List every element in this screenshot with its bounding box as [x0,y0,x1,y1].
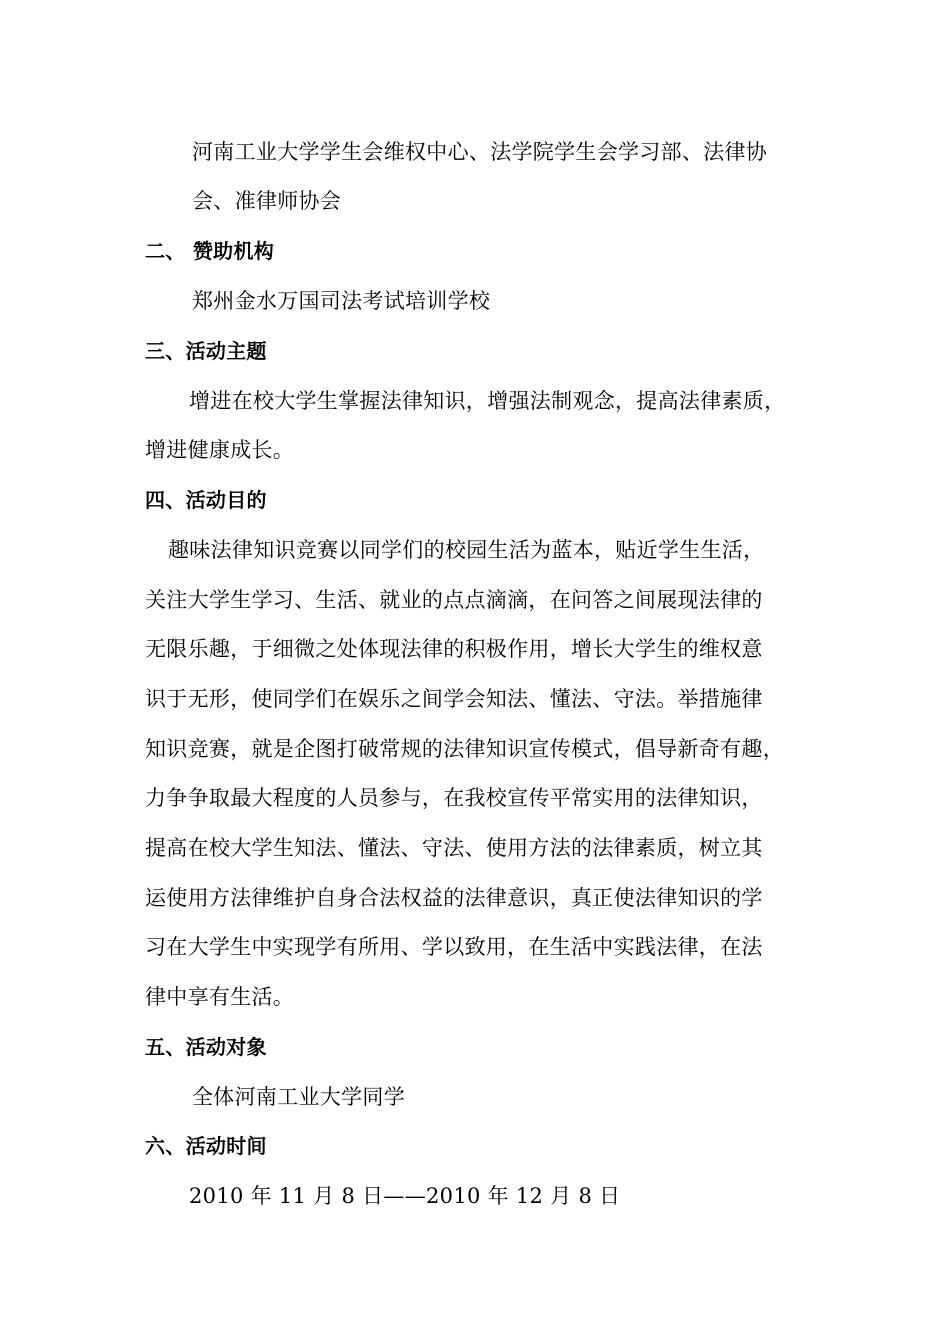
purpose-line-8: 运使用方法律维护自身合法权益的法律意识，真正使法律知识的学 [145,886,763,910]
section-heading-sponsor: 二、 赞助机构 [145,239,275,263]
purpose-line-4: 识于无形，使同学们在娱乐之间学会知法、懂法、守法。举措施律 [145,687,763,711]
purpose-line-5: 知识竞赛，就是企图打破常规的法律知识宣传模式，倡导新奇有趣， [145,737,784,761]
theme-line-1: 增进在校大学生掌握法律知识，增强法制观念，提高法律素质， [189,389,786,413]
organizer-line-2: 会、准律师协会 [192,189,342,213]
theme-line-2: 增进健康成长。 [145,438,295,462]
audience-text: 全体河南工业大学同学 [192,1085,405,1109]
purpose-line-10: 律中享有生活。 [145,985,295,1009]
section-heading-purpose: 四、活动目的 [145,488,267,512]
purpose-line-2: 关注大学生学习、生活、就业的点点滴滴，在问答之间展现法律的 [145,588,763,612]
section-heading-time: 六、活动时间 [145,1134,267,1158]
time-text: 2010 年 11 月 8 日——2010 年 12 月 8 日 [189,1184,621,1208]
section-heading-audience: 五、活动对象 [145,1035,267,1059]
purpose-line-6: 力争争取最大程度的人员参与，在我校宣传平常实用的法律知识， [145,786,763,810]
purpose-line-1: 趣味法律知识竞赛以同学们的校园生活为蓝本，贴近学生生活， [168,538,765,562]
purpose-line-7: 提高在校大学生知法、懂法、守法、使用方法的法律素质，树立其 [145,836,763,860]
purpose-line-3: 无限乐趣，于细微之处体现法律的积极作用，增长大学生的维权意 [145,637,763,661]
section-heading-theme: 三、活动主题 [145,339,267,363]
purpose-line-9: 习在大学生中实现学有所用、学以致用，在生活中实践法律，在法 [145,935,763,959]
sponsor-text: 郑州金水万国司法考试培训学校 [192,289,491,313]
organizer-line-1: 河南工业大学学生会维权中心、法学院学生会学习部、法律协 [192,140,768,164]
